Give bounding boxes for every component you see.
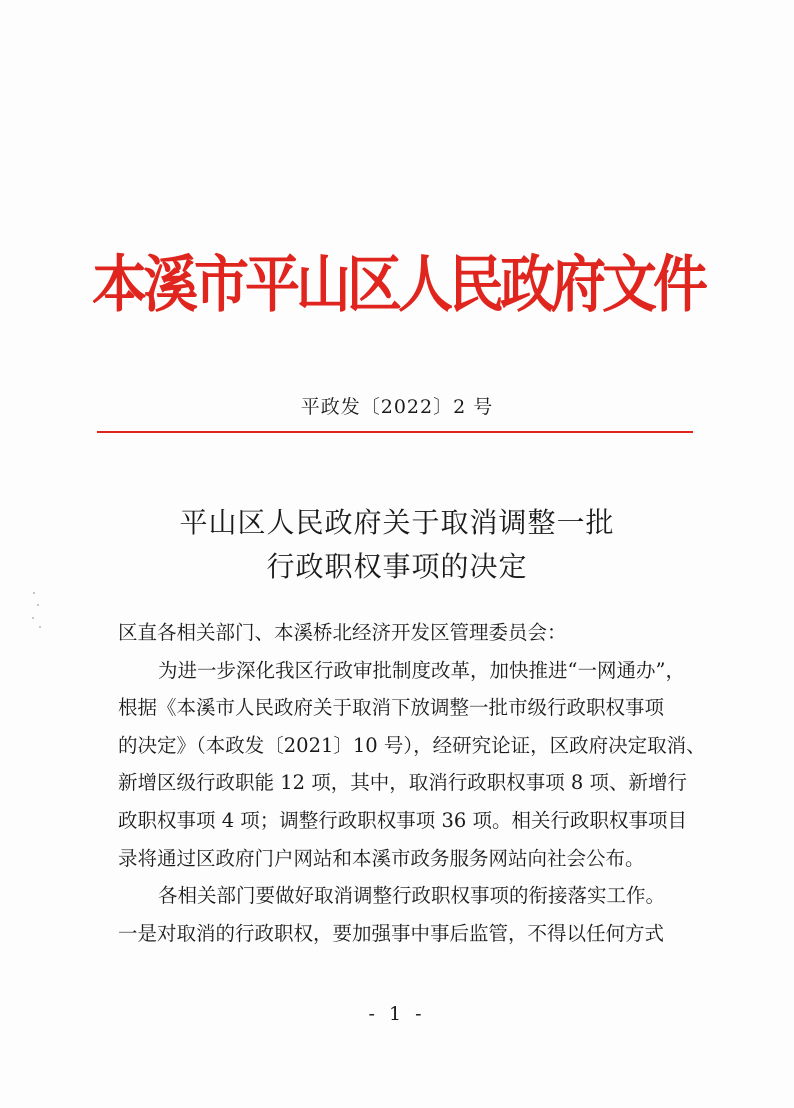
paragraph-1-line-6: 录将通过区政府门户网站和本溪市政务服务网站向社会公布。 [118,846,645,870]
red-separator-line [97,431,693,433]
paragraph-1-line-5: 政职权事项 4 项；调整行政职权事项 36 项。相关行政职权事项目 [118,808,688,832]
title-line-2: 行政职权事项的决定 [266,550,528,583]
document-body [118,614,706,952]
scan-speckles [30,590,44,630]
paragraph-1-line-3: 的决定》（本政发〔2021〕10 号），经研究论证，区政府决定取消、 [118,733,706,757]
title-line-1: 平山区人民政府关于取消调整一批 [179,506,615,539]
paragraph-2-line-2: 一是对取消的行政职权，要加强事中事后监管，不得以任何方式 [118,921,665,945]
paragraph-2-line-1: 各相关部门要做好取消调整行政职权事项的衔接落实工作。 [158,884,666,908]
addressee: 区直各相关部门、本溪桥北经济开发区管理委员会： [118,621,567,644]
paragraph-1-line-2: 根据《本溪市人民政府关于取消下放调整一批市级行政职权事项 [118,696,665,720]
document-masthead: 本溪市平山区人民政府文件 [92,248,705,321]
page-number: - 1 - [368,1003,426,1025]
document-number: 平政发〔2022〕2 号 [300,396,494,418]
paragraph-1-line-4: 新增区级行政职能 12 项，其中，取消行政职权事项 8 项、新增行 [118,771,688,795]
document-title [0,501,794,589]
paragraph-1-line-1: 为进一步深化我区行政审批制度改革，加快推进“一网通办”， [158,658,685,682]
